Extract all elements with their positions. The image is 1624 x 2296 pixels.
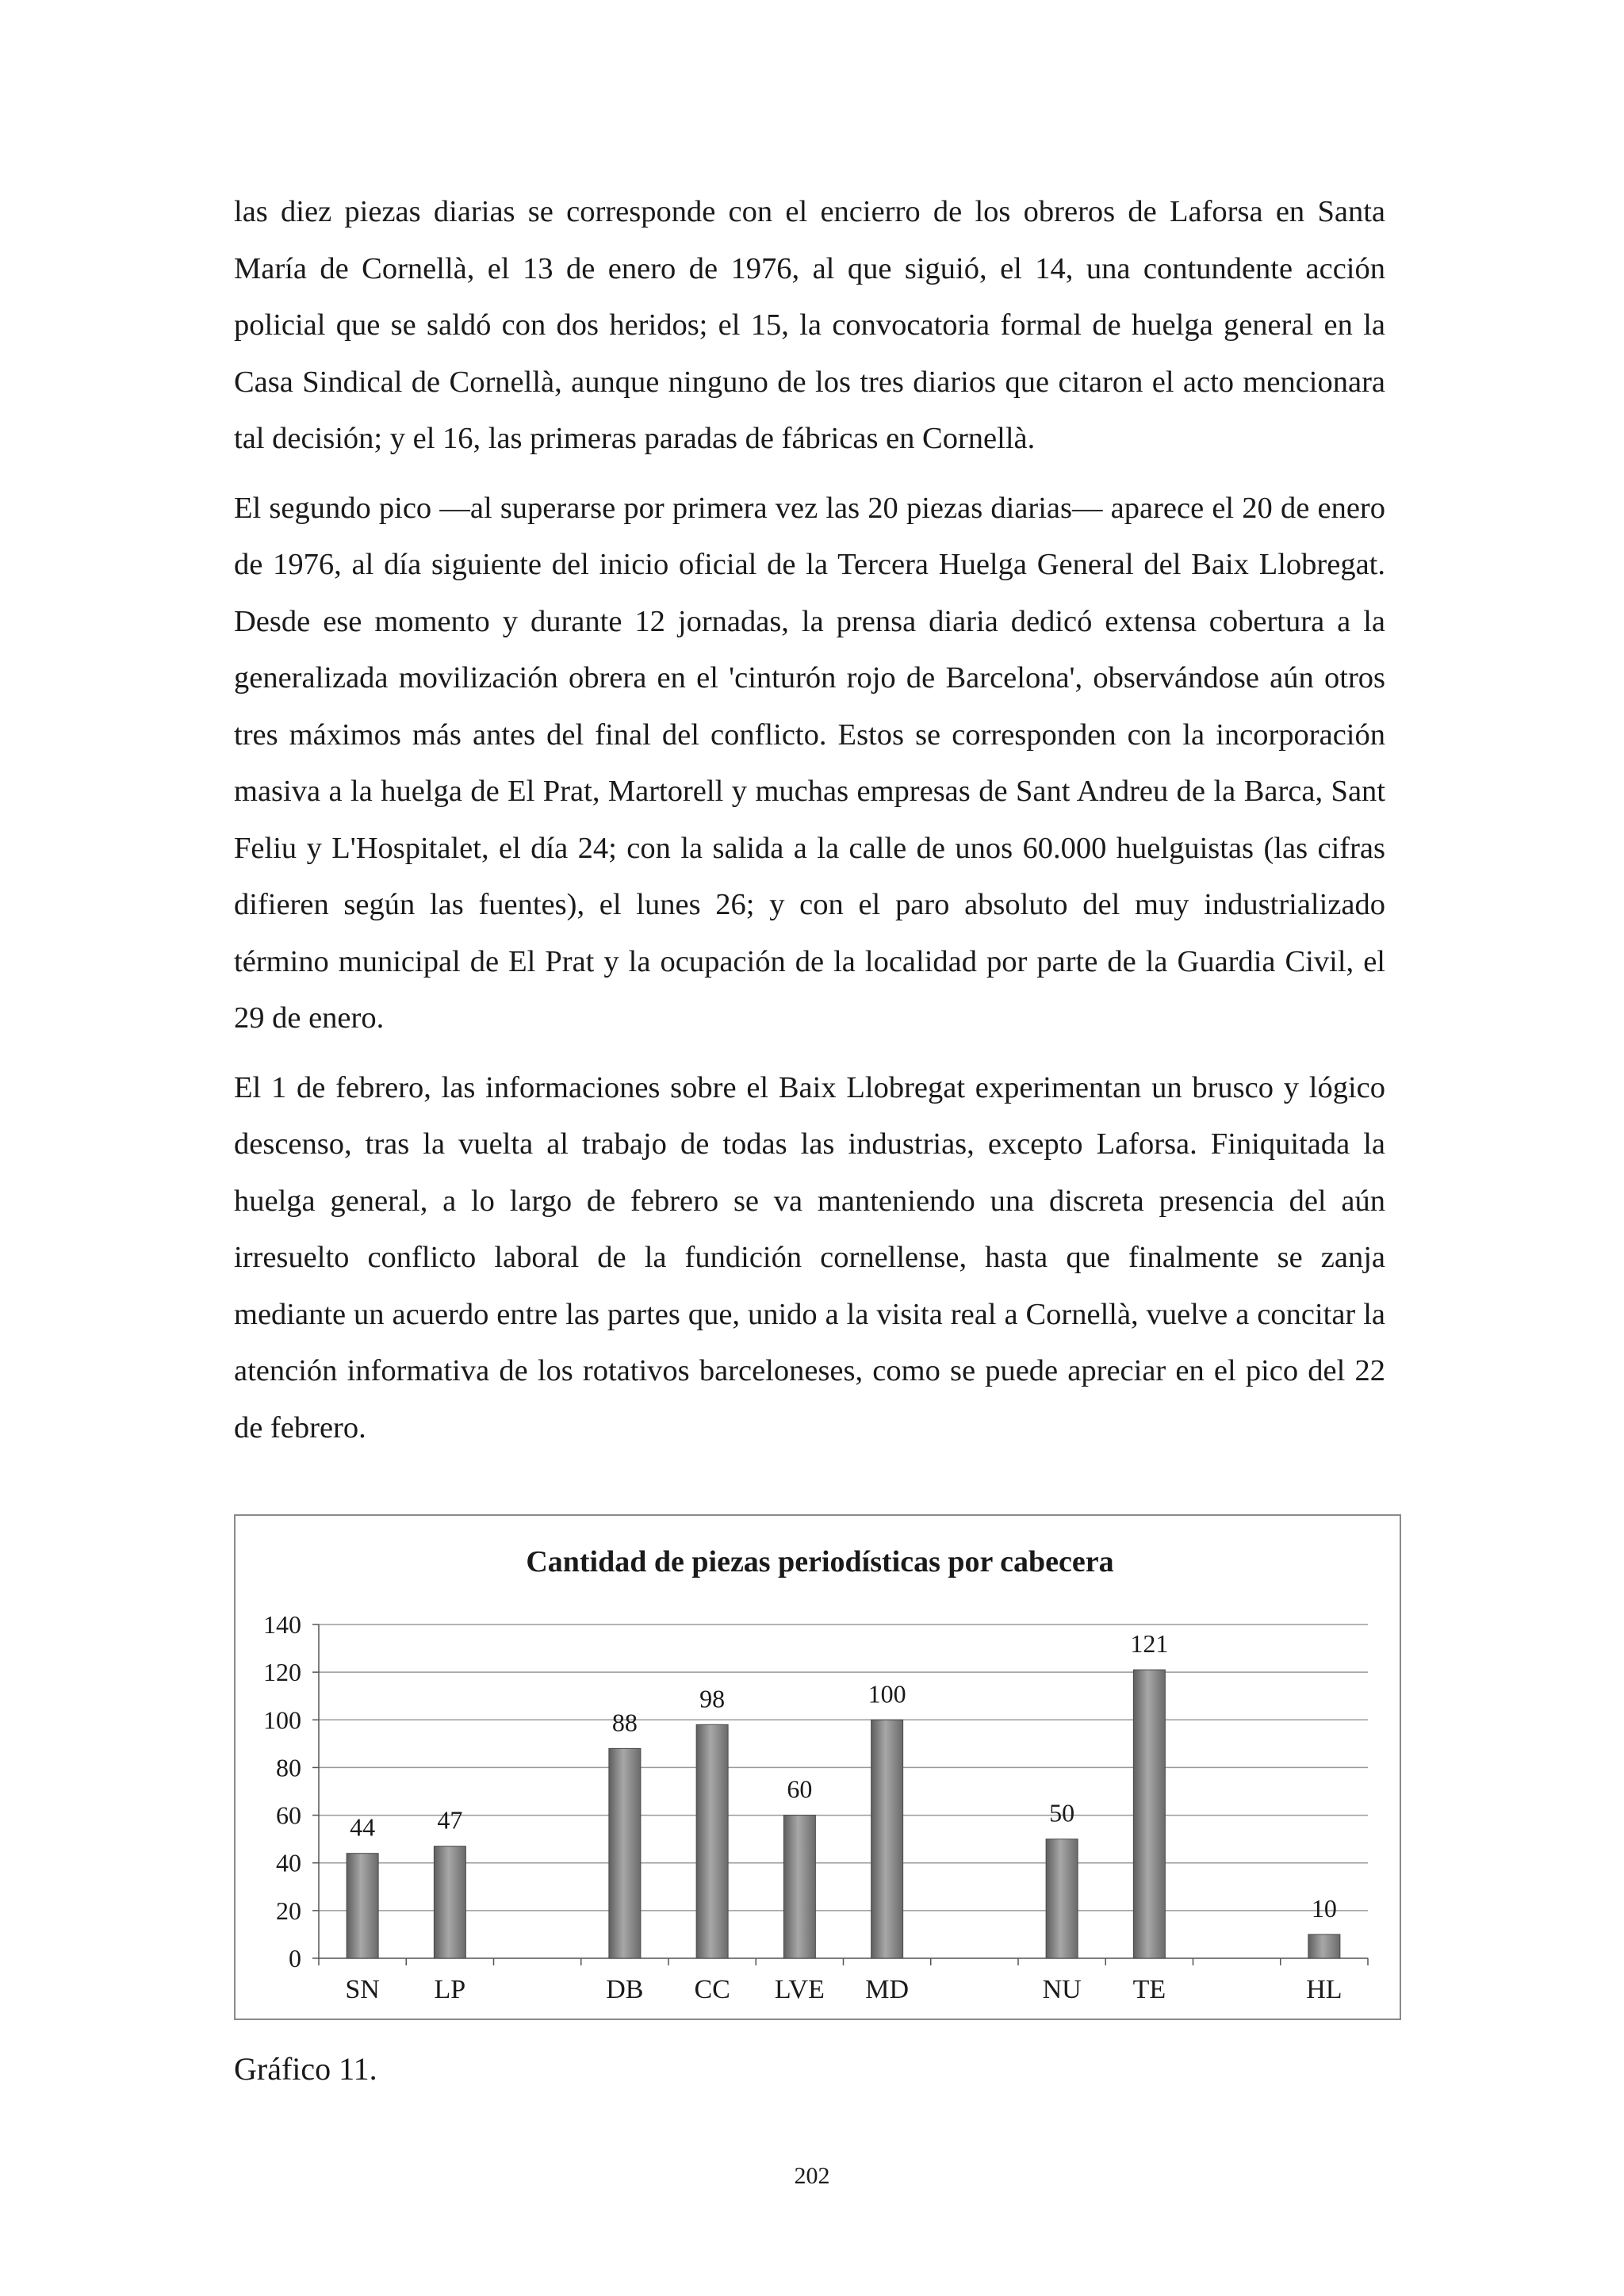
chart-frame bbox=[234, 1514, 1401, 2020]
x-tick-label: LP bbox=[434, 1975, 466, 2004]
x-tick-label: DB bbox=[606, 1975, 644, 2004]
y-tick-label: 40 bbox=[276, 1848, 301, 1877]
chart-title: Cantidad de piezas periodísticas por cabecera bbox=[526, 1545, 1114, 1578]
bar bbox=[1046, 1839, 1078, 1958]
paragraph: El segundo pico —al superarse por primera vez las 20 piezas diarias— aparece el 20 de enero de 1976, al día siguiente del inicio oficial de la Tercera Huelga General del Baix Llobregat. Desde ese momento y durante 12 jornadas, la prensa diaria dedicó extensa cobertura a la generalizada movilización obrera en el 'cinturón rojo de Barcelona', observándose aún otros tres máximos más antes del final del conflicto. Estos se corresponden con la incorporación masiva a la huelga de El Prat, Martorell y muchas empresas de Sant Andreu de la Barca, Sant Feliu y L'Hospitalet, el día 24; con la salida a la calle de unos 60.000 huelguistas (las cifras difieren según las fuentes), el lunes 26; y con el paro absoluto del muy industrializado término municipal de El Prat y la ocupación de la localidad por parte de la Guardia Civil, el 29 de enero. bbox=[234, 491, 1385, 1035]
data-label: 88 bbox=[611, 1708, 638, 1737]
y-tick-label: 60 bbox=[276, 1800, 301, 1830]
bar-chart bbox=[236, 1516, 1400, 2019]
bar bbox=[1308, 1934, 1340, 1958]
paragraph: El 1 de febrero, las informaciones sobre el Baix Llobregat experimentan un brusco y lógico descenso, tras la vuelta al trabajo de todas las industrias, excepto Laforsa. Finiquitada la huelga general, a lo largo de febrero se va manteniendo una discreta presencia del aún irresuelto conflicto laboral de la fundición cornellense, hasta que finalmente se zanja mediante un acuerdo entre las partes que, unido a la visita real a Cornellà, vuelve a concitar la atención informativa de los rotativos barceloneses, como se puede apreciar en el pico del 22 de febrero. bbox=[234, 1070, 1385, 1445]
bar bbox=[609, 1748, 641, 1958]
y-tick-label: 20 bbox=[276, 1896, 301, 1925]
y-tick-label: 100 bbox=[263, 1705, 301, 1735]
x-axis bbox=[319, 1958, 1368, 2004]
bar bbox=[347, 1854, 378, 1958]
y-tick-label: 80 bbox=[276, 1753, 301, 1782]
data-label: 121 bbox=[1130, 1629, 1169, 1659]
gridlines bbox=[319, 1624, 1368, 1958]
x-tick-label: LVE bbox=[774, 1975, 825, 2004]
data-label: 50 bbox=[1049, 1798, 1075, 1827]
data-labels bbox=[350, 1629, 1337, 1923]
page-number: 202 bbox=[794, 2163, 830, 2189]
y-tick-label: 120 bbox=[263, 1658, 301, 1687]
x-tick-label: CC bbox=[694, 1975, 730, 2004]
bar bbox=[871, 1720, 903, 1958]
data-label: 10 bbox=[1311, 1893, 1337, 1923]
bars bbox=[347, 1670, 1340, 1958]
x-tick-label: HL bbox=[1306, 1975, 1342, 2004]
x-tick-label: SN bbox=[345, 1975, 380, 2004]
x-tick-label: NU bbox=[1042, 1975, 1082, 2004]
y-tick-label: 0 bbox=[289, 1944, 301, 1973]
bar bbox=[434, 1846, 465, 1958]
paragraph: las diez piezas diarias se corresponde con el encierro de los obreros de Laforsa en Santa María de Cornellà, el 13 de enero de 1976, al que siguió, el 14, una contundente acción policial que se saldó con dos heridos; el 15, la convocatoria formal de huelga general en la Casa Sindical de Cornellà, aunque ninguno de los tres diarios que citaron el acto mencionara tal decisión; y el 16, las primeras paradas de fábricas en Cornellà. bbox=[234, 195, 1385, 455]
data-label: 47 bbox=[437, 1805, 463, 1835]
body-text bbox=[234, 184, 1385, 1469]
figure-caption: Gráfico 11. bbox=[234, 2051, 377, 2087]
data-label: 60 bbox=[787, 1774, 813, 1804]
y-axis bbox=[263, 1610, 319, 1973]
data-label: 100 bbox=[868, 1679, 906, 1709]
data-label: 98 bbox=[699, 1684, 726, 1713]
x-tick-label: MD bbox=[865, 1975, 910, 2004]
bar bbox=[696, 1724, 728, 1958]
bar bbox=[1133, 1670, 1165, 1958]
data-label: 44 bbox=[350, 1812, 376, 1842]
y-tick-label: 140 bbox=[263, 1610, 301, 1639]
bar bbox=[783, 1816, 815, 1958]
x-tick-label: TE bbox=[1132, 1975, 1166, 2004]
